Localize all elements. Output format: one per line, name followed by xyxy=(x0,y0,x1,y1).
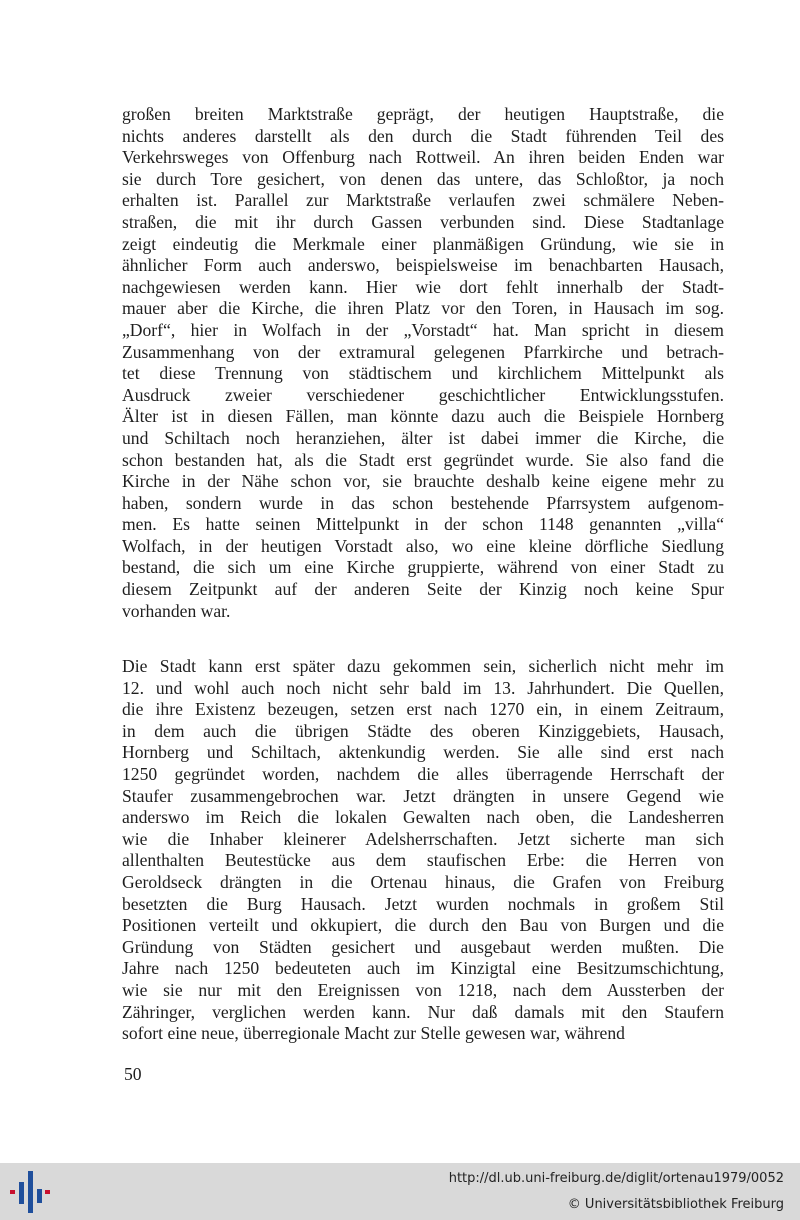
text-line: erhalten ist. Parallel zur Marktstraße verlaufen zwei schmälere Neben- xyxy=(122,190,724,211)
text-line: 12. und wohl auch noch nicht sehr bald im 13. Jahrhundert. Die Quellen, xyxy=(122,677,724,698)
viewer-footer-bar xyxy=(0,1163,800,1220)
copyright-notice: © Universitätsbibliothek Freiburg xyxy=(567,1197,784,1212)
text-line: wie die Inhaber kleinerer Adelsherrschaften. Jetzt sicherte man sich xyxy=(122,828,724,849)
text-line: „Dorf“, hier in Wolfach in der „Vorstadt“ hat. Man spricht in diesem xyxy=(122,319,724,340)
text-line: anderswo im Reich die lokalen Gewalten nach oben, die Landesherren xyxy=(122,807,724,828)
text-line: schon bestanden hat, als die Stadt erst gegründet wurde. Sie also fand die xyxy=(122,449,724,470)
text-line: ähnlicher Form auch anderswo, beispielsweise im benachbarten Hausach, xyxy=(122,255,724,276)
text-line: Verkehrsweges von Offenburg nach Rottweil. An ihren beiden Enden war xyxy=(122,147,724,168)
text-line: Ausdruck zweier verschiedener geschichtlicher Entwicklungsstufen. xyxy=(122,384,724,405)
text-line: 1250 gegründet worden, nachdem die alles überragende Herrschaft der xyxy=(122,763,724,784)
document-url-link[interactable]: http://dl.ub.uni-freiburg.de/diglit/ortenau1979/0052 xyxy=(448,1171,784,1186)
text-line: Geroldseck drängten in die Ortenau hinaus, die Grafen von Freiburg xyxy=(122,871,724,892)
text-line: Kirche in der Nähe schon vor, sie brauchte deshalb keine eigene mehr zu xyxy=(122,471,724,492)
text-line: Hornberg und Schiltach, aktenkundig werden. Sie alle sind erst nach xyxy=(122,742,724,763)
text-line: men. Es hatte seinen Mittelpunkt in der schon 1148 genannten „villa“ xyxy=(122,514,724,535)
text-line: die ihre Existenz bezeugen, setzen erst nach 1270 ein, in einem Zeitraum, xyxy=(122,699,724,720)
text-line: besetzten die Burg Hausach. Jetzt wurden nochmals in großem Stil xyxy=(122,893,724,914)
paragraph-2 xyxy=(122,656,724,1045)
text-line: sofort eine neue, überregionale Macht zur Stelle gewesen war, während xyxy=(122,1023,625,1044)
text-line: Jahre nach 1250 bedeuteten auch im Kinzigtal eine Besitzumschichtung, xyxy=(122,958,724,979)
text-line: Die Stadt kann erst später dazu gekommen sein, sicherlich nicht mehr im xyxy=(122,656,724,676)
text-line: Gründung von Städten gesichert und ausgebaut werden mußten. Die xyxy=(122,936,724,957)
text-line: in dem auch die übrigen Städte des oberen Kinziggebiets, Hausach, xyxy=(122,720,724,741)
text-line: Zähringer, verglichen werden kann. Nur daß damals mit den Staufern xyxy=(122,1001,724,1022)
text-line: Staufer zusammengebrochen war. Jetzt drängten in unsere Gegend wie xyxy=(122,785,724,806)
text-line: nichts anderes darstellt als den durch die Stadt führenden Teil des xyxy=(122,125,724,146)
text-line: straßen, die mit ihr durch Gassen verbunden sind. Diese Stadtanlage xyxy=(122,211,724,232)
text-line: großen breiten Marktstraße geprägt, der heutigen Hauptstraße, die xyxy=(122,104,724,124)
page-number: 50 xyxy=(124,1064,142,1084)
text-line: Positionen verteilt und okkupiert, die durch den Bau von Burgen und die xyxy=(122,915,724,936)
text-line: haben, sondern wurde in das schon bestehende Pfarrsystem aufgenom- xyxy=(122,492,724,513)
text-line: Wolfach, in der heutigen Vorstadt also, wo eine kleine dörfliche Siedlung xyxy=(122,535,724,556)
text-line: allenthalten Beutestücke aus dem staufischen Erbe: die Herren von xyxy=(122,850,724,871)
ub-freiburg-logo-icon xyxy=(8,1171,52,1213)
text-line: Zusammenhang von der extramural gelegenen Pfarrkirche und betrach- xyxy=(122,341,724,362)
paragraph-1 xyxy=(122,104,724,622)
text-line: bestand, die sich um eine Kirche gruppierte, während von einer Stadt zu xyxy=(122,557,724,578)
text-line: wie sie nur mit den Ereignissen von 1218, nach dem Aussterben der xyxy=(122,979,724,1000)
text-line: zeigt eindeutig die Merkmale einer planmäßigen Gründung, wie sie in xyxy=(122,233,724,254)
text-line: tet diese Trennung von städtischem und kirchlichem Mittelpunkt als xyxy=(122,363,724,384)
text-line: mauer aber die Kirche, die ihren Platz vor den Toren, in Hausach im sog. xyxy=(122,298,724,319)
text-line: diesem Zeitpunkt auf der anderen Seite der Kinzig noch keine Spur xyxy=(122,579,724,600)
text-line: Älter ist in diesen Fällen, man könnte dazu auch die Beispiele Hornberg xyxy=(122,406,724,427)
text-line: sie durch Tore gesichert, von denen das untere, das Schloßtor, ja noch xyxy=(122,168,724,189)
text-line: nachgewiesen werden kann. Hier wie dort fehlt innerhalb der Stadt- xyxy=(122,276,724,297)
text-line: vorhanden war. xyxy=(122,600,231,621)
text-line: und Schiltach noch heranziehen, älter ist dabei immer die Kirche, die xyxy=(122,427,724,448)
